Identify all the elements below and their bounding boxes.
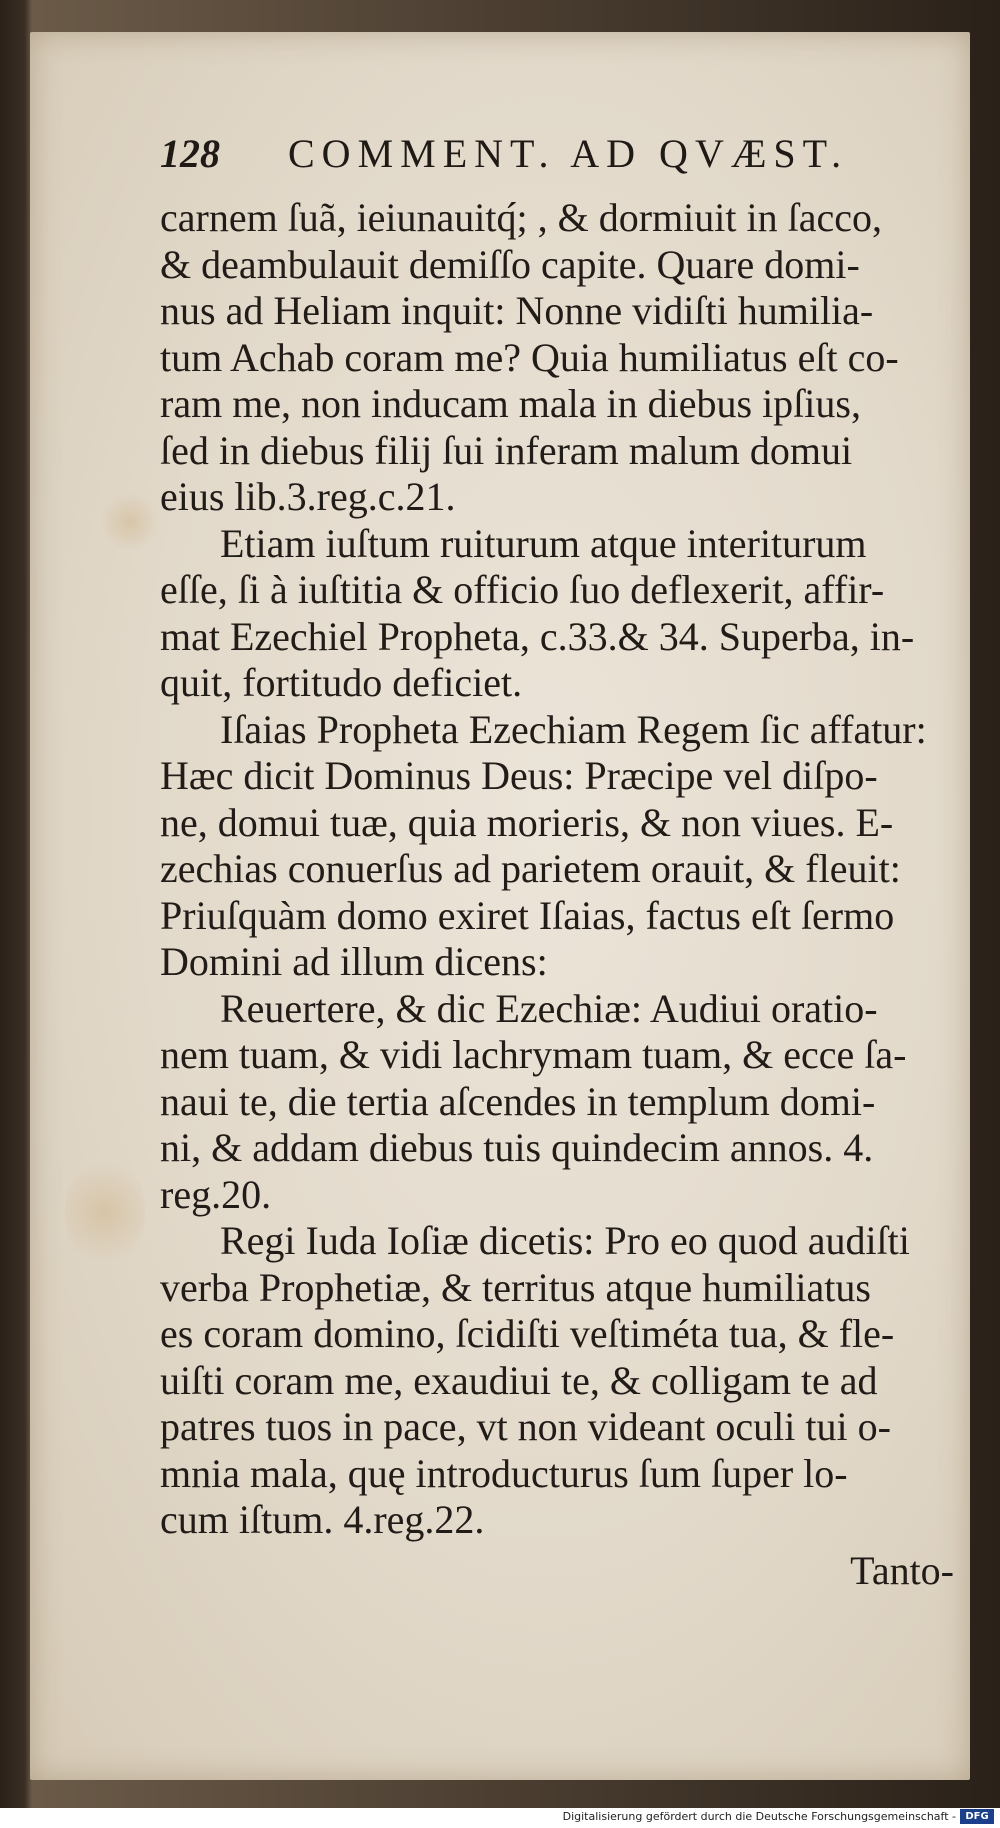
- folio-number: 128: [160, 131, 220, 176]
- text-line: naui te, die tertia aſcendes in templum domi-: [160, 1078, 876, 1124]
- funding-credit: Digitalisierung gefördert durch die Deutsche Forschungsgemeinschaft -: [562, 1810, 956, 1823]
- text-line: eſſe, ſi à iuſtitia & officio ſuo deflexerit, affir-: [160, 567, 885, 612]
- text-line: Etiam iuſtum ruiturum atque interiturum: [220, 520, 867, 566]
- body-text: [160, 195, 960, 1594]
- text-line: es coram domino, ſcidiſti veſtiméta tua, & fle-: [160, 1311, 895, 1356]
- text-line: reg.20.: [160, 1171, 272, 1217]
- text-line: Iſaias Propheta Ezechiam Regem ſic affatur:: [220, 706, 927, 752]
- text-line: carnem ſuã, ieiunauitq́; , & dormiuit in ſacco,: [160, 195, 883, 240]
- text-line: quit, fortitudo deficiet.: [160, 660, 523, 705]
- text-line: tum Achab coram me? Quia humiliatus eſt co-: [160, 334, 899, 380]
- text-line: patres tuos in pace, vt non videant oculi tui o-: [160, 1404, 891, 1449]
- text-line: Hæc dicit Dominus Deus: Præcipe vel diſpo-: [160, 753, 878, 798]
- text-line: Domini ad illum dicens:: [160, 939, 548, 984]
- text-line: nem tuam, & vidi lachrymam tuam, & ecce ſa-: [160, 1032, 907, 1077]
- text-line: mnia mala, quę introducturus ſum ſuper lo-: [160, 1450, 848, 1496]
- text-line: ram me, non inducam mala in diebus ipſius,: [160, 381, 861, 426]
- text-line: & deambulauit demiſſo capite. Quare domi-: [160, 241, 860, 287]
- paper-stain: [100, 492, 160, 552]
- text-line: Regi Iuda Ioſiæ dicetis: Pro eo quod audiſti: [220, 1218, 910, 1263]
- text-line: cum iſtum. 4.reg.22.: [160, 1497, 485, 1542]
- page-header: [160, 130, 920, 190]
- catchword: Tanto-: [850, 1547, 954, 1593]
- text-line: ſed in diebus filij ſui inferam malum domui: [160, 427, 853, 473]
- dfg-logo: DFG: [960, 1809, 994, 1824]
- text-line: Reuertere, & dic Ezechiæ: Audiui oratio-: [220, 985, 878, 1031]
- paper-stain: [65, 1152, 145, 1272]
- text-line: uiſti coram me, exaudiui te, & colligam te ad: [160, 1357, 878, 1403]
- text-line: eius lib.3.reg.c.21.: [160, 474, 456, 519]
- text-line: mat Ezechiel Propheta, c.33.& 34. Superba, in-: [160, 613, 915, 659]
- text-line: ne, domui tuæ, quia morieris, & non viues. E-: [160, 799, 894, 845]
- text-line: verba Prophetiæ, & territus atque humiliatus: [160, 1264, 871, 1310]
- running-head: COMMENT. AD QVÆST.: [288, 131, 849, 176]
- text-line: ni, & addam diebus tuis quindecim annos. 4.: [160, 1125, 874, 1170]
- text-line: zechias conuerſus ad parietem orauit, & fleuit:: [160, 846, 901, 891]
- text-line: nus ad Heliam inquit: Nonne vidiſti humilia-: [160, 288, 874, 333]
- text-line: Priuſquàm domo exiret Iſaias, factus eſt ſermo: [160, 892, 895, 938]
